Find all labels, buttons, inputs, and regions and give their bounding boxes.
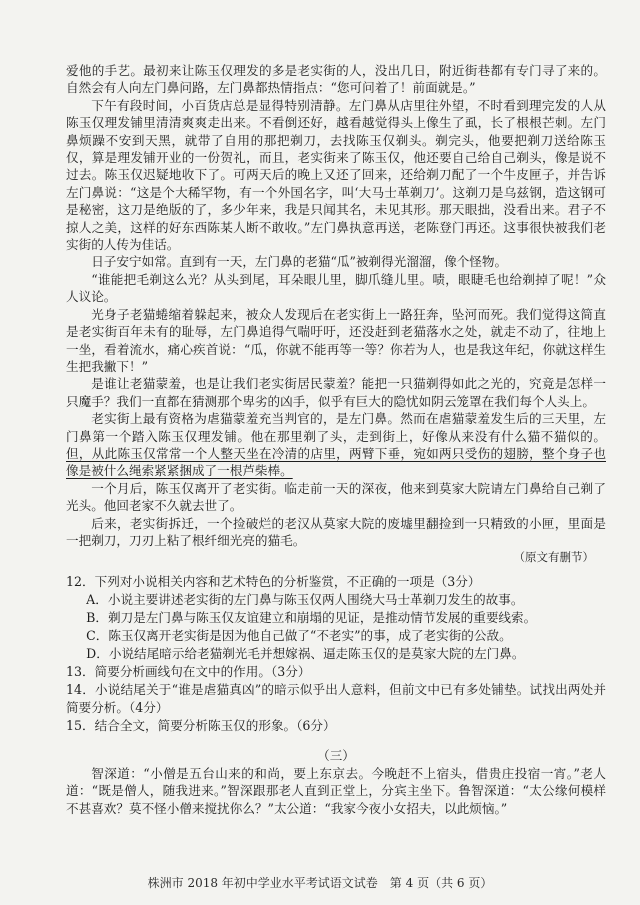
question-number: 12． xyxy=(66,573,95,589)
passage-paragraph: 下午有段时间，小百货店总是显得特别清静。左门鼻从店里往外望，不时看到理完发的人从陈玉仅理发铺里清清爽爽走出来。不看倒还好，越看越觉得头上像生了虱，长了根根芒刺。左门鼻烦躁不安到天黑，就带了自用的那把剃刀，去找陈玉仅剃头。剃完头，他要把剃刀送给陈玉仅，算是理发铺开业的一份贺礼，而且，老实街来了陈玉仅，他还要自己给自己剃头，像是说不过去。陈玉仅迟疑地收下了。可两天后的晚上又还了回来，还给剃刀配了一个牛皮匣子，并告诉左门鼻说：“这是个大稀罕物，有一个外国名字，叫‘大马士革剃刀’。这剃刀是乌兹钢，造这钢可是秘密，这刀是绝版的了，多少年来，我是只闻其名，未见其形。那天眼拙，没看出来。君子不掠人之美，这样的好东西陈某人断不敢收。”左门鼻执意再送，老陈登门再还。这事很快被我们老实街的人传为佳话。 xyxy=(66,97,606,253)
paragraph-text: 老实街上最有资格为虐猫蒙羞充当判官的，是左门鼻。然而在虐猫蒙羞发生后的三天里，左门鼻第一个踏入陈玉仅理发铺。他在那里剃了头，走到街上，好像从来没有什么猫不猫似的。 xyxy=(66,411,606,444)
option-c xyxy=(66,627,606,645)
question-15 xyxy=(66,717,606,735)
question-12 xyxy=(66,573,606,591)
passage-paragraph xyxy=(66,410,606,480)
page-footer: 株洲市 2018 年初中学业水平考试语文试卷 第 4 页（共 6 页） xyxy=(147,876,493,890)
question-number: 15． xyxy=(66,717,95,733)
question-text: 下列对小说相关内容和艺术特色的分析鉴赏，不正确的一项是（3分） xyxy=(94,573,481,589)
question-13 xyxy=(66,663,606,681)
question-text: 小说结尾关于“谁是虐猫真凶”的暗示似乎出人意料，但前文中已有多处铺垫。试找出两处并简要分析。（4分） xyxy=(66,681,606,715)
passage-paragraph: 光身子老猫蜷缩着躲起来，被众人发现后在老实街上一路狂奔，坠河而死。我们觉得这简直是老实街百年未有的耻辱，左门鼻追得气喘吁吁，还没赶到老猫落水之处，就走不动了，往地上一坐，看着流水，痛心疾首说：“瓜，你就不能再等一等？你若为人，也是我这年纪，你就这样生生把我撇下！” xyxy=(66,306,606,374)
option-letter: A． xyxy=(86,591,108,607)
option-a xyxy=(66,591,606,609)
option-text: 小说结尾暗示给老猫剃光毛并想嫁祸、逼走陈玉仅的是莫家大院的左门鼻。 xyxy=(108,645,525,661)
question-text: 结合全文，简要分析陈玉仅的形象。（6分） xyxy=(94,717,336,733)
passage-paragraph: 爱他的手艺。最初来让陈玉仅理发的多是老实街的人，没出几日，附近街巷都有专门寻了来的。自然会有人向左门鼻问路，左门鼻都热情指点：“您可问着了！前面就是。” xyxy=(66,63,606,96)
option-text: 陈玉仅离开老实街是因为他自己做了“不老实”的事，成了老实街的公敌。 xyxy=(108,627,512,643)
section-heading: （三） xyxy=(317,747,355,763)
passage-paragraph: 是谁让老猫蒙羞，也是让我们老实街居民蒙羞？能把一只猫剃得如此之光的，究竟是怎样一只魔手？我们一直都在猜测那个卑劣的凶手，似乎有巨大的隐忧如阴云笼罩在我们每个人头上。 xyxy=(66,376,606,409)
section-3-paragraph: 智深道：“小僧是五台山来的和尚，要上东京去。今晚赶不上宿头，借贵庄投宿一宵。”老人道：“既是僧人，随我进来。”智深跟那老人直到正堂上，分宾主坐下。鲁智深道：“太公缘何模样不甚喜欢？莫不怪小僧来搅扰你么？”太公道：“我家今夜小女招夫，以此烦恼。” xyxy=(66,765,606,816)
passage-paragraph: 一个月后，陈玉仅离开了老实街。临走前一天的深夜，他来到莫家大院请左门鼻给自己剃了光头。他回老家不久就去世了。 xyxy=(66,480,606,514)
option-letter: D． xyxy=(86,645,109,661)
option-b xyxy=(66,609,606,627)
question-14 xyxy=(66,681,606,717)
passage-paragraph: 日子安宁如常。直到有一天，左门鼻的老猫“瓜”被剃得光溜溜，像个怪物。 xyxy=(91,254,508,270)
question-list xyxy=(66,573,606,735)
option-d xyxy=(66,645,606,663)
underlined-sentence: 但，从此陈玉仅常常一个人整天坐在冷清的店里，两臂下垂，宛如两只受伤的翅膀，整个身子也像是被什么绳索紧紧捆成了一根芦柴棒。 xyxy=(66,445,606,479)
passage-paragraph: 后来，老实街拆迁，一个捡破烂的老汉从莫家大院的废墟里翻捡到一只精致的小匣，里面是一把剃刀，刀刃上粘了根纤细光亮的猫毛。 xyxy=(66,515,606,548)
option-text: 剃刀是左门鼻与陈玉仅友谊建立和崩塌的见证，是推动情节发展的重要线索。 xyxy=(108,609,537,625)
page-content xyxy=(66,62,606,817)
question-number: 14． xyxy=(66,681,95,697)
passage-paragraph: “谁能把毛剃这么光？从头到尾，耳朵眼儿里，脚爪缝儿里。啧，眼睫毛也给剃掉了呢！”众人议论。 xyxy=(66,271,606,305)
reading-passage xyxy=(66,62,606,567)
source-note: （原文有删节） xyxy=(513,550,594,565)
option-letter: B． xyxy=(86,609,109,625)
question-number: 13． xyxy=(66,663,95,679)
question-text: 简要分析画线句在文中的作用。（3分） xyxy=(94,663,311,679)
option-letter: C． xyxy=(86,627,109,643)
option-text: 小说主要讲述老实街的左门鼻与陈玉仅两人围绕大马士革剃刀发生的故事。 xyxy=(107,591,524,607)
